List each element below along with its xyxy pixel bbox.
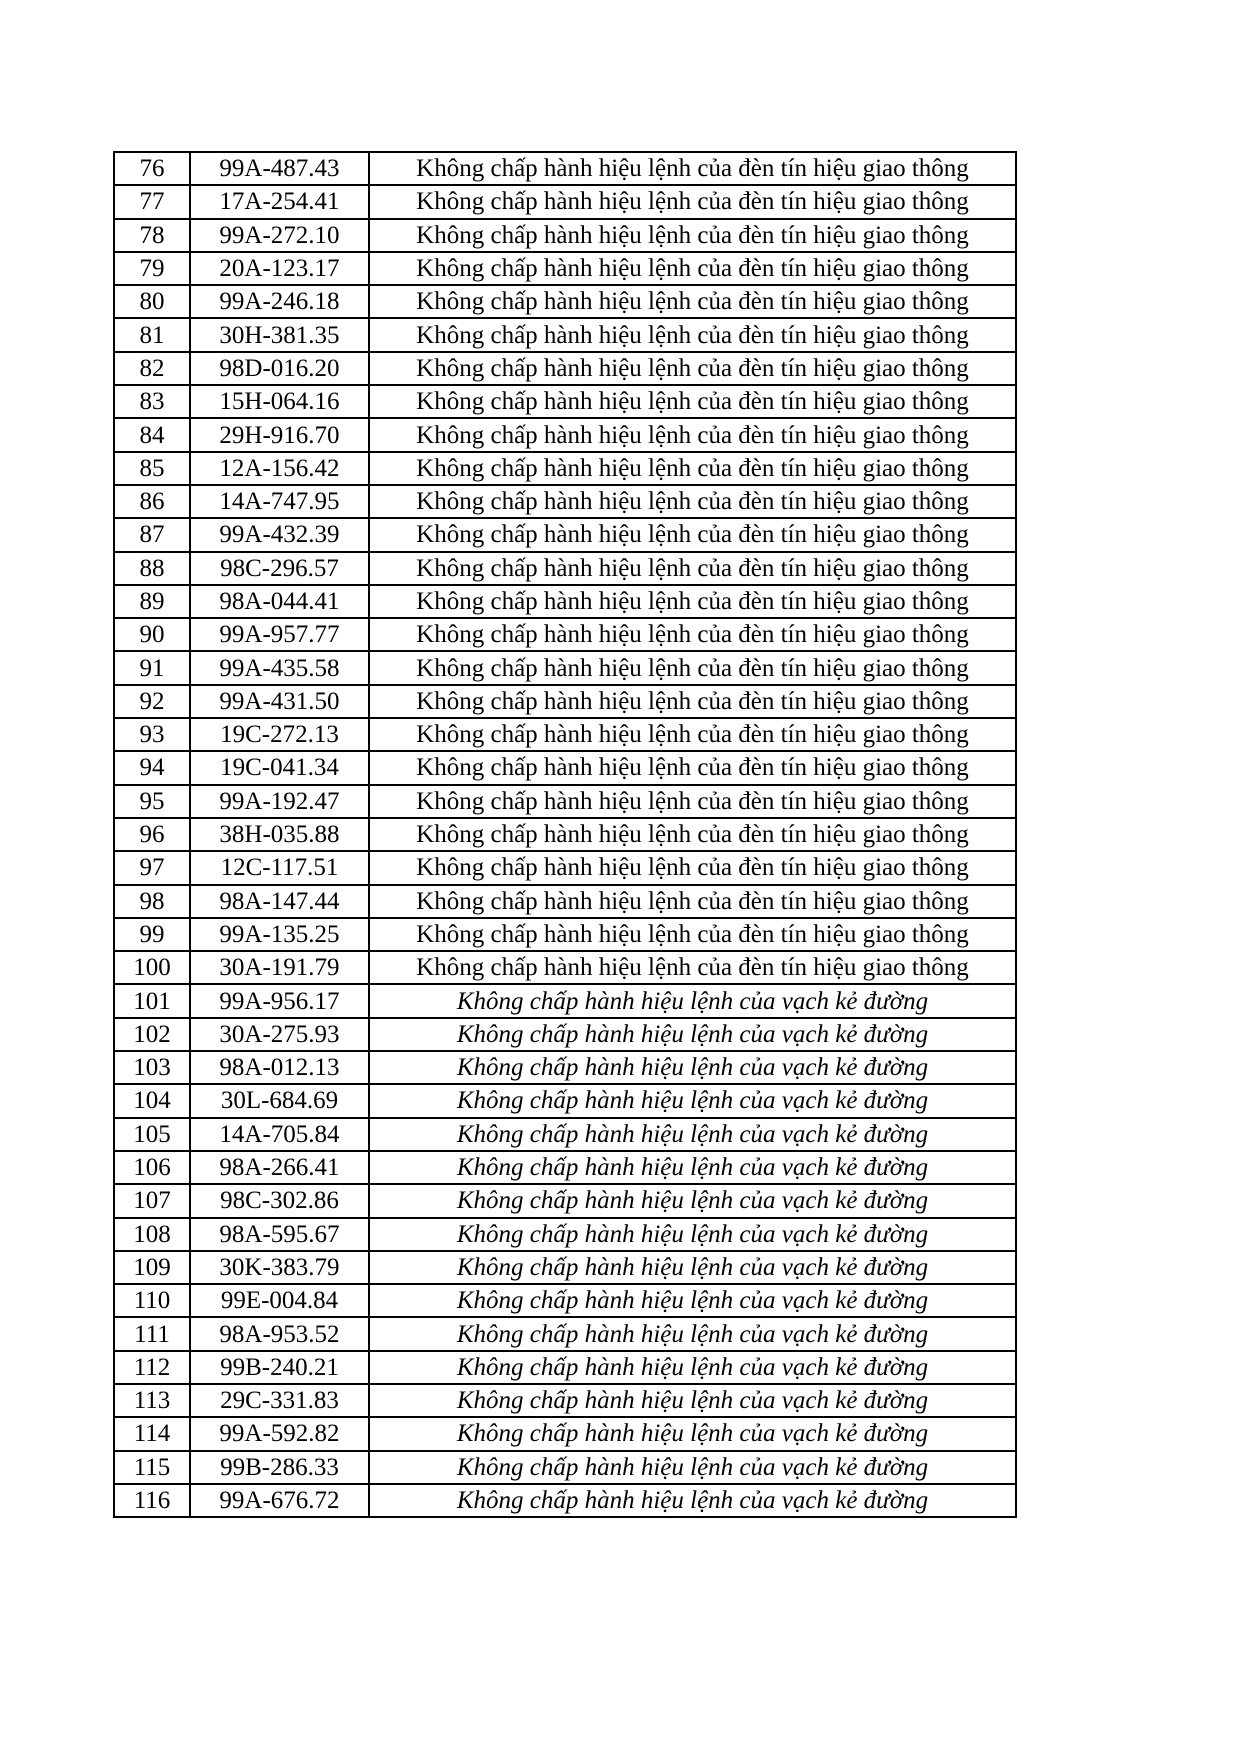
row-number-cell: 83: [114, 385, 190, 418]
table-row: [114, 385, 1016, 418]
row-number-cell: 87: [114, 518, 190, 551]
license-plate-cell: 99A-246.18: [190, 285, 369, 318]
license-plate-cell: 20A-123.17: [190, 252, 369, 285]
license-plate-cell: 12C-117.51: [190, 851, 369, 884]
violation-cell: Không chấp hành hiệu lệnh của đèn tín hiệu giao thông: [369, 885, 1016, 918]
table-row: [114, 1118, 1016, 1151]
table-row: [114, 252, 1016, 285]
table-row: [114, 185, 1016, 218]
row-number-cell: 90: [114, 618, 190, 651]
table-row: [114, 552, 1016, 585]
row-number-cell: 113: [114, 1384, 190, 1417]
row-number-cell: 76: [114, 152, 190, 185]
table-row: [114, 885, 1016, 918]
violation-cell: Không chấp hành hiệu lệnh của đèn tín hiệu giao thông: [369, 718, 1016, 751]
license-plate-cell: 29H-916.70: [190, 418, 369, 451]
table-row: [114, 418, 1016, 451]
license-plate-cell: 30H-381.35: [190, 318, 369, 351]
table-row: [114, 618, 1016, 651]
violation-cell: Không chấp hành hiệu lệnh của đèn tín hiệu giao thông: [369, 185, 1016, 218]
row-number-cell: 97: [114, 851, 190, 884]
row-number-cell: 91: [114, 651, 190, 684]
license-plate-cell: 99A-592.82: [190, 1417, 369, 1450]
license-plate-cell: 19C-272.13: [190, 718, 369, 751]
license-plate-cell: 98C-302.86: [190, 1184, 369, 1217]
license-plate-cell: 12A-156.42: [190, 452, 369, 485]
row-number-cell: 96: [114, 818, 190, 851]
license-plate-cell: 99A-272.10: [190, 219, 369, 252]
license-plate-cell: 98A-147.44: [190, 885, 369, 918]
row-number-cell: 78: [114, 219, 190, 252]
violation-cell: Không chấp hành hiệu lệnh của vạch kẻ đường: [369, 1151, 1016, 1184]
license-plate-cell: 99A-431.50: [190, 685, 369, 718]
row-number-cell: 95: [114, 785, 190, 818]
table-row: [114, 1018, 1016, 1051]
table-row: [114, 285, 1016, 318]
violation-cell: Không chấp hành hiệu lệnh của vạch kẻ đường: [369, 1284, 1016, 1317]
table-row: [114, 785, 1016, 818]
violation-cell: Không chấp hành hiệu lệnh của đèn tín hiệu giao thông: [369, 785, 1016, 818]
table-row: [114, 918, 1016, 951]
license-plate-cell: 30A-275.93: [190, 1018, 369, 1051]
row-number-cell: 89: [114, 585, 190, 618]
row-number-cell: 84: [114, 418, 190, 451]
row-number-cell: 110: [114, 1284, 190, 1317]
row-number-cell: 103: [114, 1051, 190, 1084]
violation-cell: Không chấp hành hiệu lệnh của đèn tín hiệu giao thông: [369, 818, 1016, 851]
table-row: [114, 1384, 1016, 1417]
table-row: [114, 452, 1016, 485]
violation-cell: Không chấp hành hiệu lệnh của vạch kẻ đường: [369, 1084, 1016, 1117]
license-plate-cell: 19C-041.34: [190, 751, 369, 784]
violation-cell: Không chấp hành hiệu lệnh của vạch kẻ đường: [369, 1118, 1016, 1151]
violation-cell: Không chấp hành hiệu lệnh của đèn tín hiệu giao thông: [369, 918, 1016, 951]
row-number-cell: 86: [114, 485, 190, 518]
table-row: [114, 152, 1016, 185]
row-number-cell: 107: [114, 1184, 190, 1217]
violation-cell: Không chấp hành hiệu lệnh của vạch kẻ đường: [369, 1184, 1016, 1217]
violation-cell: Không chấp hành hiệu lệnh của vạch kẻ đường: [369, 1251, 1016, 1284]
license-plate-cell: 99E-004.84: [190, 1284, 369, 1317]
license-plate-cell: 15H-064.16: [190, 385, 369, 418]
license-plate-cell: 99A-192.47: [190, 785, 369, 818]
license-plate-cell: 30K-383.79: [190, 1251, 369, 1284]
violation-cell: Không chấp hành hiệu lệnh của vạch kẻ đường: [369, 1317, 1016, 1350]
violation-cell: Không chấp hành hiệu lệnh của vạch kẻ đường: [369, 1451, 1016, 1484]
violation-cell: Không chấp hành hiệu lệnh của vạch kẻ đường: [369, 1018, 1016, 1051]
table-row: [114, 1051, 1016, 1084]
violation-cell: Không chấp hành hiệu lệnh của đèn tín hiệu giao thông: [369, 385, 1016, 418]
violations-table: [113, 151, 1017, 1518]
table-row: [114, 485, 1016, 518]
table-row: [114, 984, 1016, 1017]
license-plate-cell: 98C-296.57: [190, 552, 369, 585]
violation-cell: Không chấp hành hiệu lệnh của đèn tín hiệu giao thông: [369, 418, 1016, 451]
table-row: [114, 352, 1016, 385]
row-number-cell: 93: [114, 718, 190, 751]
violation-cell: Không chấp hành hiệu lệnh của đèn tín hiệu giao thông: [369, 751, 1016, 784]
row-number-cell: 85: [114, 452, 190, 485]
license-plate-cell: 38H-035.88: [190, 818, 369, 851]
row-number-cell: 98: [114, 885, 190, 918]
table-row: [114, 685, 1016, 718]
violation-cell: Không chấp hành hiệu lệnh của đèn tín hiệu giao thông: [369, 318, 1016, 351]
row-number-cell: 116: [114, 1484, 190, 1517]
license-plate-cell: 98A-266.41: [190, 1151, 369, 1184]
license-plate-cell: 99A-676.72: [190, 1484, 369, 1517]
violation-cell: Không chấp hành hiệu lệnh của đèn tín hiệu giao thông: [369, 951, 1016, 984]
row-number-cell: 100: [114, 951, 190, 984]
table-row: [114, 651, 1016, 684]
row-number-cell: 104: [114, 1084, 190, 1117]
violation-cell: Không chấp hành hiệu lệnh của đèn tín hiệu giao thông: [369, 219, 1016, 252]
violation-cell: Không chấp hành hiệu lệnh của đèn tín hiệu giao thông: [369, 452, 1016, 485]
row-number-cell: 106: [114, 1151, 190, 1184]
table-row: [114, 1084, 1016, 1117]
table-row: [114, 1451, 1016, 1484]
row-number-cell: 88: [114, 552, 190, 585]
violation-cell: Không chấp hành hiệu lệnh của đèn tín hiệu giao thông: [369, 485, 1016, 518]
license-plate-cell: 99A-487.43: [190, 152, 369, 185]
row-number-cell: 114: [114, 1417, 190, 1450]
violation-cell: Không chấp hành hiệu lệnh của vạch kẻ đường: [369, 1384, 1016, 1417]
violation-cell: Không chấp hành hiệu lệnh của đèn tín hiệu giao thông: [369, 252, 1016, 285]
table-row: [114, 1251, 1016, 1284]
row-number-cell: 109: [114, 1251, 190, 1284]
table-row: [114, 518, 1016, 551]
license-plate-cell: 29C-331.83: [190, 1384, 369, 1417]
row-number-cell: 80: [114, 285, 190, 318]
violation-cell: Không chấp hành hiệu lệnh của vạch kẻ đường: [369, 1218, 1016, 1251]
table-row: [114, 851, 1016, 884]
table-row: [114, 751, 1016, 784]
row-number-cell: 92: [114, 685, 190, 718]
violation-cell: Không chấp hành hiệu lệnh của đèn tín hiệu giao thông: [369, 152, 1016, 185]
row-number-cell: 82: [114, 352, 190, 385]
table-row: [114, 1484, 1016, 1517]
license-plate-cell: 98D-016.20: [190, 352, 369, 385]
license-plate-cell: 98A-595.67: [190, 1218, 369, 1251]
table-row: [114, 1151, 1016, 1184]
table-row: [114, 718, 1016, 751]
license-plate-cell: 30A-191.79: [190, 951, 369, 984]
table-row: [114, 951, 1016, 984]
license-plate-cell: 30L-684.69: [190, 1084, 369, 1117]
row-number-cell: 79: [114, 252, 190, 285]
row-number-cell: 108: [114, 1218, 190, 1251]
table-body: [114, 152, 1016, 1517]
license-plate-cell: 17A-254.41: [190, 185, 369, 218]
license-plate-cell: 99B-240.21: [190, 1351, 369, 1384]
license-plate-cell: 14A-747.95: [190, 485, 369, 518]
row-number-cell: 112: [114, 1351, 190, 1384]
table-row: [114, 1317, 1016, 1350]
violation-cell: Không chấp hành hiệu lệnh của đèn tín hiệu giao thông: [369, 851, 1016, 884]
row-number-cell: 81: [114, 318, 190, 351]
row-number-cell: 102: [114, 1018, 190, 1051]
table-row: [114, 1184, 1016, 1217]
license-plate-cell: 98A-044.41: [190, 585, 369, 618]
row-number-cell: 111: [114, 1317, 190, 1350]
license-plate-cell: 99A-956.17: [190, 984, 369, 1017]
table-row: [114, 1284, 1016, 1317]
license-plate-cell: 99B-286.33: [190, 1451, 369, 1484]
table-row: [114, 1417, 1016, 1450]
table-row: [114, 318, 1016, 351]
license-plate-cell: 99A-435.58: [190, 651, 369, 684]
table-row: [114, 219, 1016, 252]
violation-cell: Không chấp hành hiệu lệnh của đèn tín hiệu giao thông: [369, 651, 1016, 684]
violation-cell: Không chấp hành hiệu lệnh của vạch kẻ đường: [369, 1351, 1016, 1384]
license-plate-cell: 14A-705.84: [190, 1118, 369, 1151]
license-plate-cell: 99A-432.39: [190, 518, 369, 551]
violation-cell: Không chấp hành hiệu lệnh của đèn tín hiệu giao thông: [369, 552, 1016, 585]
row-number-cell: 105: [114, 1118, 190, 1151]
violation-cell: Không chấp hành hiệu lệnh của vạch kẻ đường: [369, 1051, 1016, 1084]
row-number-cell: 99: [114, 918, 190, 951]
violation-cell: Không chấp hành hiệu lệnh của đèn tín hiệu giao thông: [369, 352, 1016, 385]
table-row: [114, 818, 1016, 851]
row-number-cell: 77: [114, 185, 190, 218]
violation-cell: Không chấp hành hiệu lệnh của đèn tín hiệu giao thông: [369, 685, 1016, 718]
table-row: [114, 1218, 1016, 1251]
table-row: [114, 585, 1016, 618]
table-row: [114, 1351, 1016, 1384]
violation-cell: Không chấp hành hiệu lệnh của đèn tín hiệu giao thông: [369, 618, 1016, 651]
violation-cell: Không chấp hành hiệu lệnh của đèn tín hiệu giao thông: [369, 285, 1016, 318]
row-number-cell: 115: [114, 1451, 190, 1484]
violation-cell: Không chấp hành hiệu lệnh của vạch kẻ đường: [369, 1417, 1016, 1450]
license-plate-cell: 98A-953.52: [190, 1317, 369, 1350]
license-plate-cell: 99A-135.25: [190, 918, 369, 951]
violation-cell: Không chấp hành hiệu lệnh của vạch kẻ đường: [369, 984, 1016, 1017]
row-number-cell: 94: [114, 751, 190, 784]
violation-cell: Không chấp hành hiệu lệnh của đèn tín hiệu giao thông: [369, 518, 1016, 551]
row-number-cell: 101: [114, 984, 190, 1017]
violation-cell: Không chấp hành hiệu lệnh của đèn tín hiệu giao thông: [369, 585, 1016, 618]
license-plate-cell: 99A-957.77: [190, 618, 369, 651]
license-plate-cell: 98A-012.13: [190, 1051, 369, 1084]
violation-cell: Không chấp hành hiệu lệnh của vạch kẻ đường: [369, 1484, 1016, 1517]
